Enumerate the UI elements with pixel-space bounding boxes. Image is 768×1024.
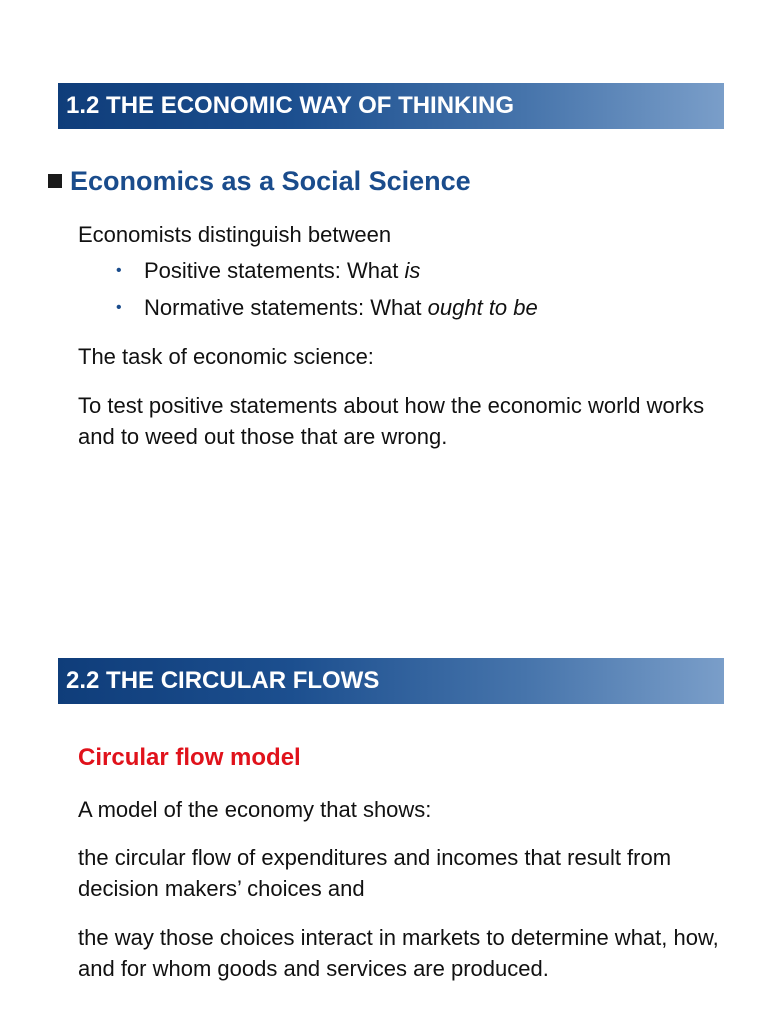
bullet-italic-text: ought to be <box>427 295 538 320</box>
dot-bullet-icon: • <box>116 299 122 316</box>
slide-title: 1.2 THE ECONOMIC WAY OF THINKING <box>58 83 724 129</box>
bullet-positive-statements <box>116 255 420 286</box>
square-bullet-icon <box>48 174 62 188</box>
paragraph-expenditures: the circular flow of expenditures and incomes that result from decision makers’ choices and <box>78 845 672 901</box>
bullet-text: Normative statements: What <box>144 295 428 320</box>
task-label: The task of economic science: <box>78 344 374 369</box>
slide-title: 2.2 THE CIRCULAR FLOWS <box>58 658 724 704</box>
circular-flow-heading: Circular flow model <box>78 744 301 771</box>
dot-bullet-icon: • <box>116 262 122 279</box>
task-description: To test positive statements about how the economic world works and to weed out those that are wrong. <box>78 393 705 449</box>
slide-circular-flows <box>0 640 768 1024</box>
bullet-normative-statements <box>116 292 538 323</box>
intro-text: Economists distinguish between <box>78 222 392 247</box>
bullet-text: Positive statements: What <box>144 258 405 283</box>
section-heading-text: Economics as a Social Science <box>70 166 471 196</box>
bullet-italic-text: is <box>404 258 421 283</box>
section-heading <box>48 166 471 197</box>
model-intro: A model of the economy that shows: <box>78 797 432 822</box>
paragraph-markets: the way those choices interact in markets to determine what, how, and for whom goods and services are produced. <box>78 925 719 981</box>
